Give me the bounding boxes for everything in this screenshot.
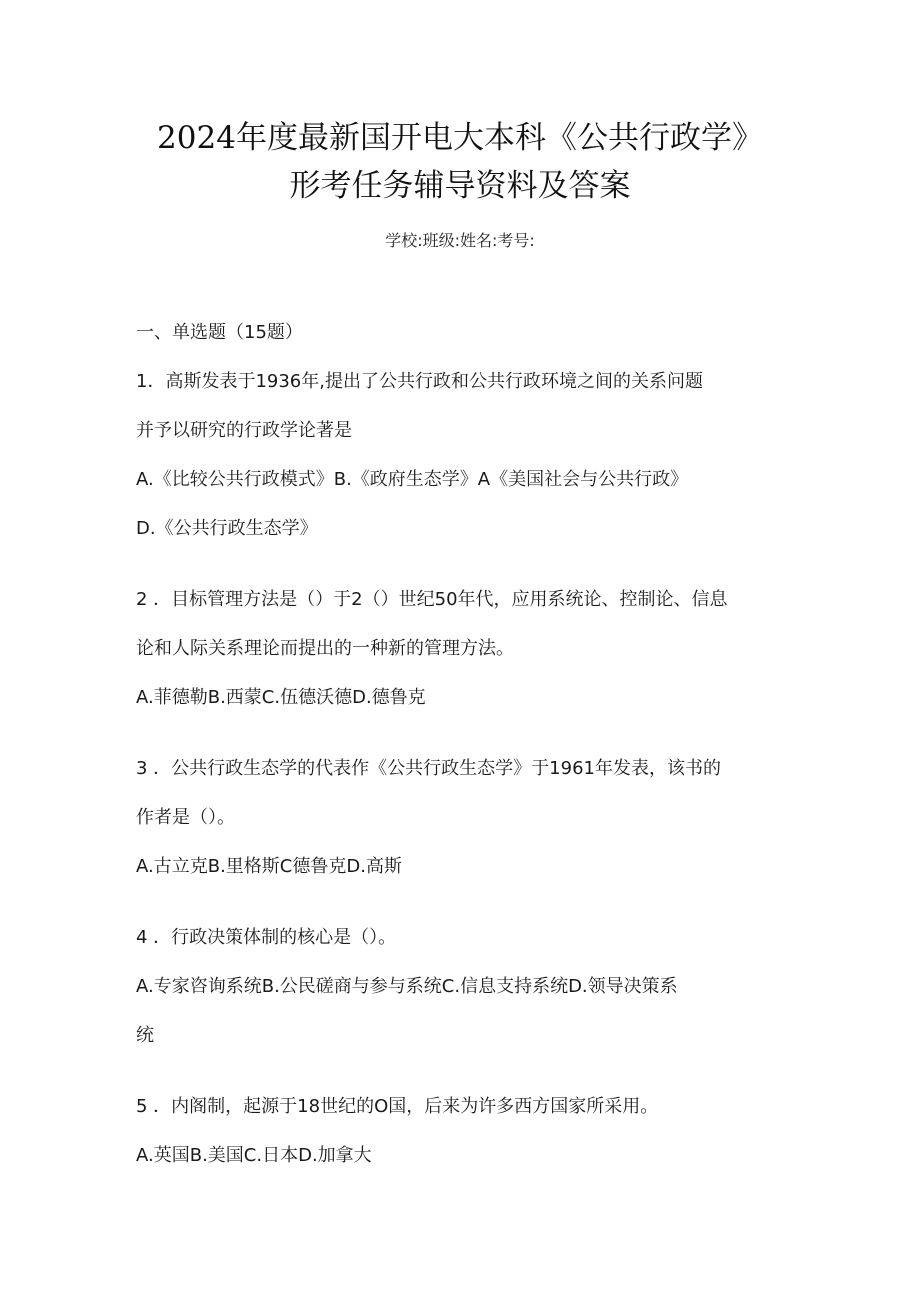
- question-3-options-line-1: A.古立克B.里格斯C德鲁克D.高斯: [136, 856, 402, 877]
- question-5-stem-line-1: 5 ．内阁制，起源于18世纪的O国，后来为许多西方国家所采用。: [136, 1096, 659, 1117]
- question-3-stem-line-2: 作者是（）。: [136, 807, 235, 828]
- question-1-stem-line-1: 1．高斯发表于1936年,提出了公共行政和公共行政环境之间的关系问题: [136, 371, 703, 392]
- question-2-options-line-1: A.菲德勒B.西蒙C.伍德沃德D.德鲁克: [136, 687, 426, 708]
- question-5-options-line-1: A.英国B.美国C.日本D.加拿大: [136, 1145, 372, 1166]
- question-4-options-line-2: 统: [136, 1025, 154, 1046]
- question-3-stem-line-1: 3 ．公共行政生态学的代表作《公共行政生态学》于1961年发表，该书的: [136, 758, 721, 779]
- question-4-stem-line-1: 4 ．行政决策体制的核心是（）。: [136, 927, 397, 948]
- question-1-options-line-1: A.《比较公共行政模式》B.《政府生态学》A《美国社会与公共行政》: [136, 469, 689, 490]
- document-title-line-2: 形考任务辅导资料及答案: [289, 168, 631, 204]
- section-heading: 一、单选题（15题）: [136, 322, 303, 343]
- question-2-stem-line-1: 2 ．目标管理方法是（）于2（）世纪50年代，应用系统论、控制论、信息: [136, 589, 728, 610]
- document-title-line-1: 2024年度最新国开电大本科《公共行政学》: [157, 120, 763, 156]
- student-info-line: 学校:班级:姓名:考号:: [385, 231, 535, 250]
- question-4-options-line-1: A.专家咨询系统B.公民磋商与参与系统C.信息支持系统D.领导决策系: [136, 976, 678, 997]
- question-1-options-line-2: D.《公共行政生态学》: [136, 518, 318, 539]
- question-1-stem-line-2: 并予以研究的行政学论著是: [136, 420, 352, 441]
- question-2-stem-line-2: 论和人际关系理论而提出的一种新的管理方法。: [136, 638, 514, 659]
